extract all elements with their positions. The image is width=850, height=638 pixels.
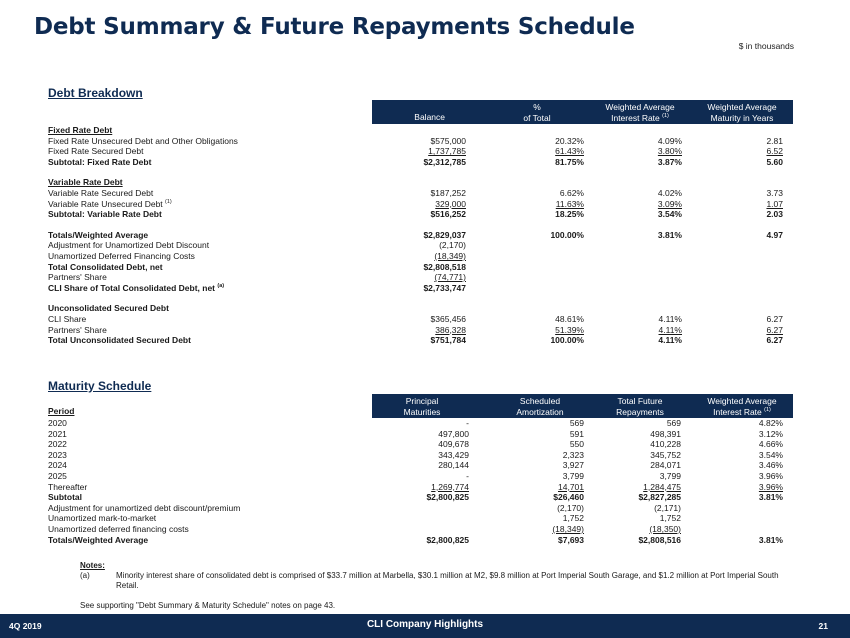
- balance-cell: $2,808,518: [423, 261, 466, 272]
- balance-cell: $2,312,785: [423, 156, 466, 167]
- row-label: Unamortized deferred financing costs: [48, 523, 189, 534]
- debt-table: [48, 125, 793, 346]
- amortization-cell: 550: [569, 439, 584, 450]
- rate-cell: 3.09%: [657, 198, 682, 209]
- table-row: [48, 429, 793, 440]
- row-label: 2024: [48, 460, 67, 471]
- table-row: [48, 272, 793, 283]
- row-label-text: Variable Rate Secured Debt: [48, 187, 154, 198]
- table-row: [48, 335, 793, 346]
- total-cell: 1,752: [659, 513, 681, 524]
- maturity-cell: 5.60: [766, 156, 783, 167]
- principal-cell: 1,269,774: [431, 481, 469, 492]
- row-label-text: Subtotal: Fixed Rate Debt: [48, 156, 152, 167]
- total-cell: 569: [666, 418, 681, 428]
- col-mat-line1: Weighted Average: [707, 102, 777, 112]
- maturity-cell: 6.52: [766, 146, 783, 157]
- row-label-text: CLI Share: [48, 313, 87, 324]
- principal-cell: -: [466, 470, 469, 481]
- total-cell: 498,391: [650, 428, 681, 439]
- col-pct-line2: of Total: [523, 112, 551, 123]
- row-label-text: Fixed Rate Unsecured Debt and Other Obligations: [48, 135, 238, 146]
- rate-cell: 3.81%: [758, 492, 783, 503]
- rate-cell: 4.09%: [657, 135, 682, 146]
- row-label: [48, 251, 195, 262]
- page-title: Debt Summary & Future Repayments Schedule: [34, 14, 635, 40]
- table-row: [48, 240, 793, 251]
- pct-cell: 51.39%: [555, 324, 584, 335]
- row-label: Totals/Weighted Average: [48, 534, 149, 545]
- table-row: [48, 220, 793, 230]
- notes: [80, 561, 780, 611]
- col-balance: Balance: [414, 112, 445, 122]
- rate-cell: 3.54%: [657, 209, 682, 220]
- pct-cell: 61.43%: [555, 146, 584, 157]
- amortization-cell: $26,460: [553, 492, 584, 503]
- row-label-text: Adjustment for Unamortized Debt Discount: [48, 240, 210, 251]
- principal-cell: 409,678: [438, 439, 469, 450]
- maturity-schedule-title: Maturity Schedule: [48, 379, 152, 393]
- col-pct: [492, 102, 582, 123]
- balance-cell: $2,733,747: [423, 282, 466, 293]
- balance-cell: $365,456: [430, 313, 466, 324]
- pct-cell: 6.62%: [559, 187, 584, 198]
- note-a-text: Minority interest share of consolidated debt is comprised of $33.7 million at Marbella, $30.1 million at M2, $9.8 million at Port Imperial South Garage, and $1.2 million at Port Imperial South Retail.: [116, 571, 779, 590]
- col-amort-line2: Amortization: [516, 406, 564, 417]
- units-note: $ in thousands: [738, 41, 794, 51]
- total-cell: $2,827,285: [638, 492, 681, 503]
- maturity-table: [48, 418, 793, 545]
- balance-cell: 1,737,785: [428, 146, 466, 157]
- notes-heading: Notes:: [80, 561, 105, 570]
- rate-cell: 4.11%: [658, 324, 682, 335]
- pct-cell: 48.61%: [555, 313, 584, 324]
- total-cell: 284,071: [650, 460, 681, 471]
- amortization-cell: 569: [569, 418, 584, 428]
- table-row: [48, 209, 793, 220]
- row-label-text: Partners' Share: [48, 272, 107, 283]
- period-label: Period: [48, 406, 75, 416]
- col-maturity: [692, 102, 792, 123]
- balance-cell: $575,000: [430, 135, 466, 146]
- pct-cell: 81.75%: [555, 156, 584, 167]
- balance-cell: $516,252: [430, 209, 466, 220]
- table-row: [48, 314, 793, 325]
- principal-cell: $2,800,825: [426, 492, 469, 503]
- row-label-text: Totals/Weighted Average: [48, 229, 149, 240]
- table-row: [48, 262, 793, 273]
- table-row: [48, 439, 793, 450]
- col-principal: [372, 396, 472, 417]
- amortization-cell: 14,701: [558, 481, 584, 492]
- note-a: [80, 571, 780, 591]
- row-label: 2022: [48, 439, 67, 450]
- table-row: [48, 482, 793, 493]
- row-label: Unamortized mark-to-market: [48, 513, 157, 524]
- table-row: [48, 293, 793, 303]
- total-cell: 3,799: [659, 470, 681, 481]
- balance-cell: $751,784: [430, 335, 466, 346]
- table-row: [48, 450, 793, 461]
- rate-cell: 3.96%: [758, 470, 783, 481]
- row-label: Subtotal: [48, 492, 82, 503]
- rate-cell: 3.12%: [758, 428, 783, 439]
- rate-cell: 3.54%: [758, 449, 783, 460]
- debt-header-bar: [372, 100, 793, 124]
- row-label-text: CLI Share of Total Consolidated Debt, net: [48, 282, 216, 293]
- rate-cell: 3.80%: [657, 146, 682, 157]
- col-rate-maturity: [692, 396, 792, 417]
- row-label: Thereafter: [48, 481, 88, 492]
- col-rate: [590, 102, 690, 123]
- row-label: [48, 177, 123, 188]
- table-row: [48, 188, 793, 199]
- table-row: [48, 251, 793, 262]
- amortization-cell: 3,799: [562, 470, 584, 481]
- row-label-text: Variable Rate Debt: [48, 177, 123, 188]
- maturity-cell: 2.81: [766, 135, 783, 146]
- col-amortization: [490, 396, 590, 417]
- amortization-cell: 591: [569, 428, 584, 439]
- row-label-text: Total Consolidated Debt, net: [48, 261, 163, 272]
- balance-cell: (18,349): [434, 250, 466, 261]
- table-row: [48, 513, 793, 524]
- row-label: [48, 283, 224, 294]
- row-note: (a): [217, 282, 225, 289]
- amortization-cell: $7,693: [558, 534, 584, 545]
- table-row: [48, 535, 793, 546]
- row-label: [48, 240, 209, 251]
- amortization-cell: 2,323: [562, 449, 584, 460]
- maturity-cell: 1.07: [766, 198, 783, 209]
- col-principal-line2: Maturities: [403, 406, 441, 417]
- pct-cell: 11.63%: [555, 198, 584, 209]
- table-row: [48, 471, 793, 482]
- maturity-cell: 6.27: [766, 313, 783, 324]
- col-total: [590, 396, 690, 417]
- amortization-cell: 3,927: [562, 460, 584, 471]
- balance-cell: 329,000: [435, 198, 466, 209]
- row-label: [48, 262, 163, 273]
- pct-cell: 20.32%: [555, 135, 584, 146]
- table-row: [48, 325, 793, 336]
- row-label: [48, 199, 172, 210]
- note-a-key: (a): [80, 571, 90, 580]
- footer-bar: [0, 614, 850, 638]
- col-r-line2: Interest Rate: [713, 406, 762, 417]
- row-label: [48, 136, 238, 147]
- rate-cell: 3.81%: [758, 534, 783, 545]
- balance-cell: (2,170): [439, 240, 466, 251]
- footer-title: CLI Company Highlights: [366, 619, 484, 630]
- amortization-cell: 1,752: [562, 513, 584, 524]
- maturity-cell: 6.27: [766, 324, 783, 335]
- rate-cell: 4.82%: [758, 418, 783, 428]
- row-note: (1): [165, 198, 172, 205]
- row-label: 2023: [48, 449, 67, 460]
- rate-cell: 3.46%: [758, 460, 783, 471]
- row-label: [48, 314, 86, 325]
- row-label-text: Fixed Rate Secured Debt: [48, 146, 144, 157]
- row-label: [48, 188, 153, 199]
- table-row: [48, 524, 793, 535]
- total-cell: 345,752: [650, 449, 681, 460]
- row-label: [48, 157, 151, 168]
- row-label: [48, 325, 107, 336]
- row-label: Adjustment for unamortized debt discount/premium: [48, 502, 241, 513]
- row-label: [48, 303, 169, 314]
- row-label: 2020: [48, 418, 67, 428]
- balance-cell: (74,771): [434, 272, 466, 283]
- page-number: 21: [818, 621, 828, 631]
- table-row: [48, 136, 793, 147]
- row-label-text: Subtotal: Variable Rate Debt: [48, 209, 162, 220]
- total-cell: (18,350): [649, 523, 681, 534]
- table-row: [48, 503, 793, 514]
- row-label-text: Partners' Share: [48, 324, 107, 335]
- row-label: 2025: [48, 470, 67, 481]
- table-row: [48, 230, 793, 241]
- principal-cell: 280,144: [438, 460, 469, 471]
- table-row: [48, 460, 793, 471]
- row-label-text: Fixed Rate Debt: [48, 125, 113, 135]
- amortization-cell: (2,170): [557, 502, 584, 513]
- rate-cell: 4.02%: [657, 187, 682, 198]
- table-row: [48, 125, 793, 136]
- see-also-note: See supporting "Debt Summary & Maturity Schedule" notes on page 43.: [80, 601, 336, 610]
- balance-cell: 386,328: [435, 324, 466, 335]
- col-total-line2: Repayments: [616, 406, 664, 417]
- table-row: [48, 418, 793, 429]
- table-row: [48, 199, 793, 210]
- row-label: [48, 125, 112, 136]
- table-row: [48, 492, 793, 503]
- maturity-cell: 3.73: [766, 187, 783, 198]
- row-label: [48, 209, 162, 220]
- total-cell: $2,808,516: [638, 534, 681, 545]
- principal-cell: 497,800: [438, 428, 469, 439]
- rate-cell: 4.11%: [658, 313, 682, 324]
- rate-cell: 3.81%: [657, 229, 682, 240]
- row-label: 2021: [48, 428, 67, 439]
- col-total-line1: Total Future: [617, 396, 663, 406]
- row-label: [48, 335, 191, 346]
- maturity-cell: 2.03: [766, 209, 783, 220]
- row-label: [48, 230, 148, 241]
- maturity-cell: 4.97: [766, 229, 783, 240]
- col-rate-note: (1): [662, 112, 669, 119]
- col-r-line1: Weighted Average: [707, 396, 777, 406]
- total-cell: 1,284,475: [643, 481, 681, 492]
- principal-cell: 343,429: [438, 449, 469, 460]
- debt-breakdown-title: Debt Breakdown: [48, 86, 143, 100]
- col-rate-line1: Weighted Average: [605, 102, 675, 112]
- row-label: [48, 272, 107, 283]
- row-label-text: Total Unconsolidated Secured Debt: [48, 335, 191, 346]
- col-amort-line1: Scheduled: [519, 396, 561, 406]
- pct-cell: 18.25%: [555, 209, 584, 220]
- total-cell: 410,228: [650, 439, 681, 450]
- table-row: [48, 177, 793, 188]
- amortization-cell: (18,349): [552, 523, 584, 534]
- pct-cell: 100.00%: [550, 335, 584, 346]
- row-label-text: Unamortized Deferred Financing Costs: [48, 250, 195, 261]
- rate-cell: 3.96%: [758, 481, 783, 492]
- balance-cell: $187,252: [430, 187, 466, 198]
- table-row: [48, 157, 793, 168]
- footer-period: 4Q 2019: [9, 621, 42, 631]
- col-mat-line2: Maturity in Years: [710, 112, 774, 123]
- balance-cell: $2,829,037: [423, 229, 466, 240]
- rate-cell: 4.66%: [758, 439, 783, 450]
- rate-cell: 3.87%: [657, 156, 682, 167]
- col-rate-line2: Interest Rate: [611, 112, 660, 123]
- pct-cell: 100.00%: [550, 229, 584, 240]
- row-label: [48, 146, 143, 157]
- row-label-text: Variable Rate Unsecured Debt: [48, 198, 163, 209]
- row-label-text: Unconsolidated Secured Debt: [48, 303, 169, 314]
- col-r-note: (1): [764, 406, 771, 413]
- table-row: [48, 167, 793, 177]
- principal-cell: -: [466, 418, 469, 428]
- maturity-header-bar: [372, 394, 793, 418]
- maturity-cell: 6.27: [766, 335, 783, 346]
- table-row: [48, 283, 793, 294]
- principal-cell: $2,800,825: [426, 534, 469, 545]
- col-pct-line1: %: [533, 102, 541, 112]
- table-row: [48, 146, 793, 157]
- col-principal-line1: Principal: [405, 396, 439, 406]
- total-cell: (2,171): [654, 502, 681, 513]
- table-row: [48, 303, 793, 314]
- rate-cell: 4.11%: [658, 335, 682, 346]
